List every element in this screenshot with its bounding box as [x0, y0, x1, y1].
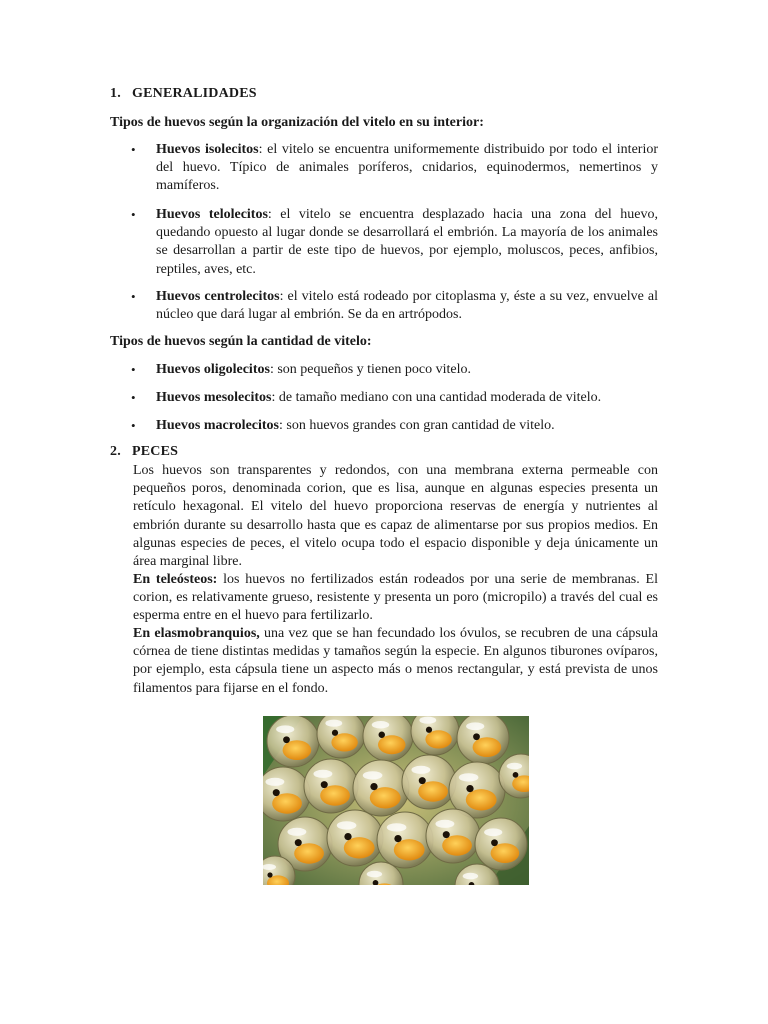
term-oligolecitos: Huevos oligolecitos	[156, 362, 270, 377]
section-1-title: GENERALIDADES	[132, 86, 257, 101]
term-macrolecitos: Huevos macrolecitos	[156, 418, 279, 433]
desc-isolecitos: : el vitelo se encuentra uniformemente distribuido por todo el interior del huevo. Típico de animales poríferos, cnidarios, equinodermos, nemertinos y mamíferos.	[156, 142, 658, 194]
list-item-telolecitos	[156, 206, 658, 279]
term-isolecitos: Huevos isolecitos	[156, 142, 259, 157]
desc-macrolecitos: : son huevos grandes con gran cantidad de vitelo.	[279, 418, 555, 433]
list-item-mesolecitos	[156, 389, 658, 407]
fish-eggs-illustration	[263, 716, 529, 885]
term-mesolecitos: Huevos mesolecitos	[156, 390, 272, 405]
list-item-oligolecitos	[156, 361, 658, 379]
desc-telolecitos: : el vitelo se encuentra desplazado hacia una zona del huevo, quedando opuesto al lugar donde se desarrollará el embrión. La mayoría de los animales se desarrollan a partir de este tipo de huevos, por ejemplo, moluscos, peces, anfibios, reptiles, aves, etc.	[156, 207, 658, 277]
desc-mesolecitos: : de tamaño mediano con una cantidad moderada de vitelo.	[271, 390, 602, 405]
fish-eggs-photo	[263, 716, 529, 885]
desc-centrolecitos: : el vitelo está rodeado por citoplasma y, éste a su vez, envuelve al núcleo que dará lugar al embrión. Se da en artrópodos.	[156, 289, 658, 323]
term-elasmobranquios: En elasmobranquios,	[133, 626, 260, 641]
section-2-title: PECES	[132, 444, 179, 459]
term-centrolecitos: Huevos centrolecitos	[156, 289, 280, 304]
subtitle-cantidad: Tipos de huevos según la cantidad de vitelo:	[110, 334, 372, 349]
section-2-number: 2.	[110, 444, 121, 459]
list-item-centrolecitos	[156, 288, 658, 324]
term-teleosteos: En teleósteos:	[133, 572, 218, 587]
section-2-heading	[110, 444, 178, 460]
elasmobranquios-paragraph	[133, 625, 658, 698]
peces-intro-paragraph: Los huevos son transparentes y redondos, con una membrana externa permeable con pequeños poros, denominada corion, que es lisa, aunque en algunas especies presenta un retículo hexagonal. El vitelo del huevo proporciona reservas de energía y nutrientes al embrión durante su desarrollo hasta que es capaz de alimentarse por sus propios medios. En algunas especies de peces, el vitelo ocupa todo el espacio disponible y deja únicamente un área marginal libre.	[133, 463, 658, 570]
subtitle-organizacion: Tipos de huevos según la organización del vitelo en su interior:	[110, 115, 484, 130]
desc-teleosteos: los huevos no fertilizados están rodeados por una serie de membranas. El corion, es relativamente grueso, resistente y presenta un poro (micropilo) a través del cual es esperma entre en el huevo para fertilizarlo.	[133, 572, 658, 624]
list-item-isolecitos	[156, 141, 658, 196]
teleosteos-paragraph	[133, 571, 658, 626]
term-telolecitos: Huevos telolecitos	[156, 207, 268, 222]
section-1-heading	[110, 86, 257, 102]
list-item-macrolecitos	[156, 417, 658, 435]
section-1-number: 1.	[110, 86, 121, 101]
desc-oligolecitos: : son pequeños y tienen poco vitelo.	[269, 362, 471, 377]
desc-elasmobranquios: una vez que se han fecundado los óvulos, se recubren de una cápsula córnea de tiene distintas medidas y tamaños según la especie. En algunos tiburones ovíparos, por ejemplo, esta cápsula tiene un aspecto más o menos rectangular, y está prevista de unos filamentos para fijarse en el fondo.	[133, 626, 658, 696]
